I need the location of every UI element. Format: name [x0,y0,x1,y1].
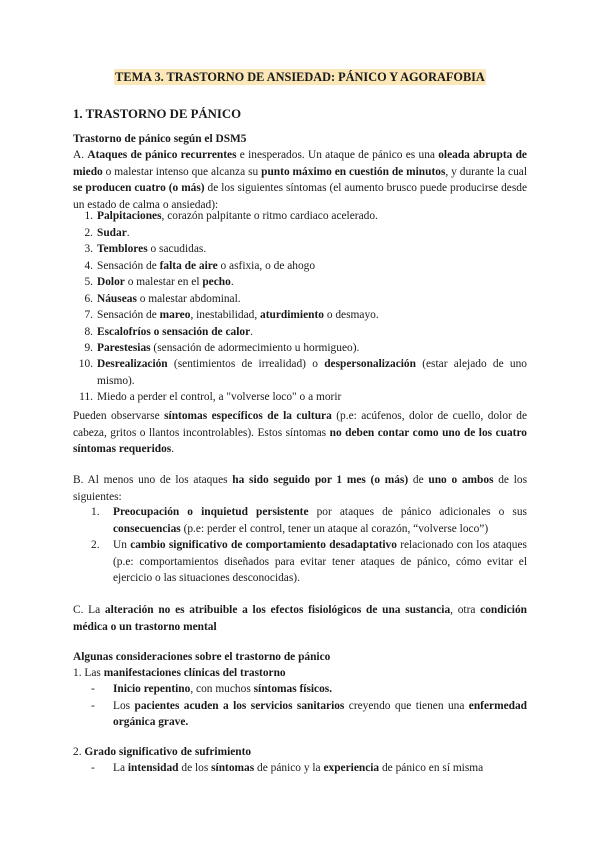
list-item: 2. Un cambio significativo de comportamiento desadaptativo relacionado con los ataques (p.e: comportamientos diseñados para evitar tener ataques de pánico, cómo evitar el ejercicio o las situaciones desconocidas). [91,539,527,584]
consideration-1-list [73,681,527,731]
list-item: 9. Parestesias (sensación de adormecimiento u hormigueo). [84,342,360,354]
list-item: 11. Miedo a perder el control, a "volverse loco" o a morir [79,391,342,403]
list-item: - Inicio repentino, con muchos síntomas físicos. [91,683,333,695]
list-item: - La intensidad de los síntomas de pánico y la experiencia de pánico en sí misma [91,762,484,774]
considerations-heading: Algunas consideraciones sobre el trastorno de pánico [73,651,331,663]
list-item: 1. Preocupación o inquietud persistente por ataques de pánico adicionales o sus consecuencias (p.e: perder el control, tener un ataque al corazón, “volverse loco”) [91,506,527,535]
list-item: 5. Dolor o malestar en el pecho. [84,276,234,288]
criterion-c-paragraph: C. La alteración no es atribuible a los efectos fisiológicos de una sustancia, otra condición médica o un trastorno mental [73,604,527,633]
symptom-list [73,208,413,357]
list-item: 10. Desrealización (sentimientos de irrealidad) o despersonalización (estar alejado de uno mismo). [78,358,527,387]
section-heading: 1. TRASTORNO DE PÁNICO [73,107,242,121]
list-item: 8. Escalofríos o sensación de calor. [84,325,253,338]
subsection-heading: Trastorno de pánico según el DSM5 [73,133,247,145]
list-item: 4. Sensación de falta de aire o asfixia, o de ahogo [84,259,316,272]
consideration-1: 1. Las manifestaciones clínicas del trastorno [73,667,286,679]
symptom-list-continued [73,356,527,406]
criterion-a-paragraph: A. Ataques de pánico recurrentes e inesperados. Un ataque de pánico es una oleada abrupta de miedo o malestar intenso que alcanza su punto máximo en cuestión de minutos, y durante la cual se producen cuatro (o más) de los siguientes síntomas (el aumento brusco puede producirse desde un estado de calma o ansiedad): [73,149,528,211]
list-item: 2. Sudar. [84,226,130,239]
culture-paragraph: Pueden observarse síntomas específicos de la cultura (p.e: acúfenos, dolor de cuello, dolor de cabeza, gritos o llantos incontrolables). Estos síntomas no deben contar como uno de los cuatro síntomas requeridos. [73,410,527,455]
list-item: 6. Náuseas o malestar abdominal. [84,292,241,305]
list-item: 7. Sensación de mareo, inestabilidad, aturdimiento o desmayo. [84,309,379,321]
list-item: 1. Palpitaciones, corazón palpitante o ritmo cardiaco acelerado. [84,210,378,222]
consideration-2-list [73,760,527,777]
criterion-b-paragraph: B. Al menos uno de los ataques ha sido seguido por 1 mes (o más) de uno o ambos de los siguientes: [73,474,528,503]
list-item: - Los pacientes acuden a los servicios sanitarios creyendo que tienen una enfermedad orgánica grave. [91,699,527,728]
consideration-2: 2. Grado significativo de sufrimiento [73,746,252,758]
document-title: TEMA 3. TRASTORNO DE ANSIEDAD: PÁNICO Y AGORAFOBIA [115,70,485,84]
list-item: 3. Temblores o sacudidas. [84,243,207,255]
criterion-b-list [73,504,527,587]
